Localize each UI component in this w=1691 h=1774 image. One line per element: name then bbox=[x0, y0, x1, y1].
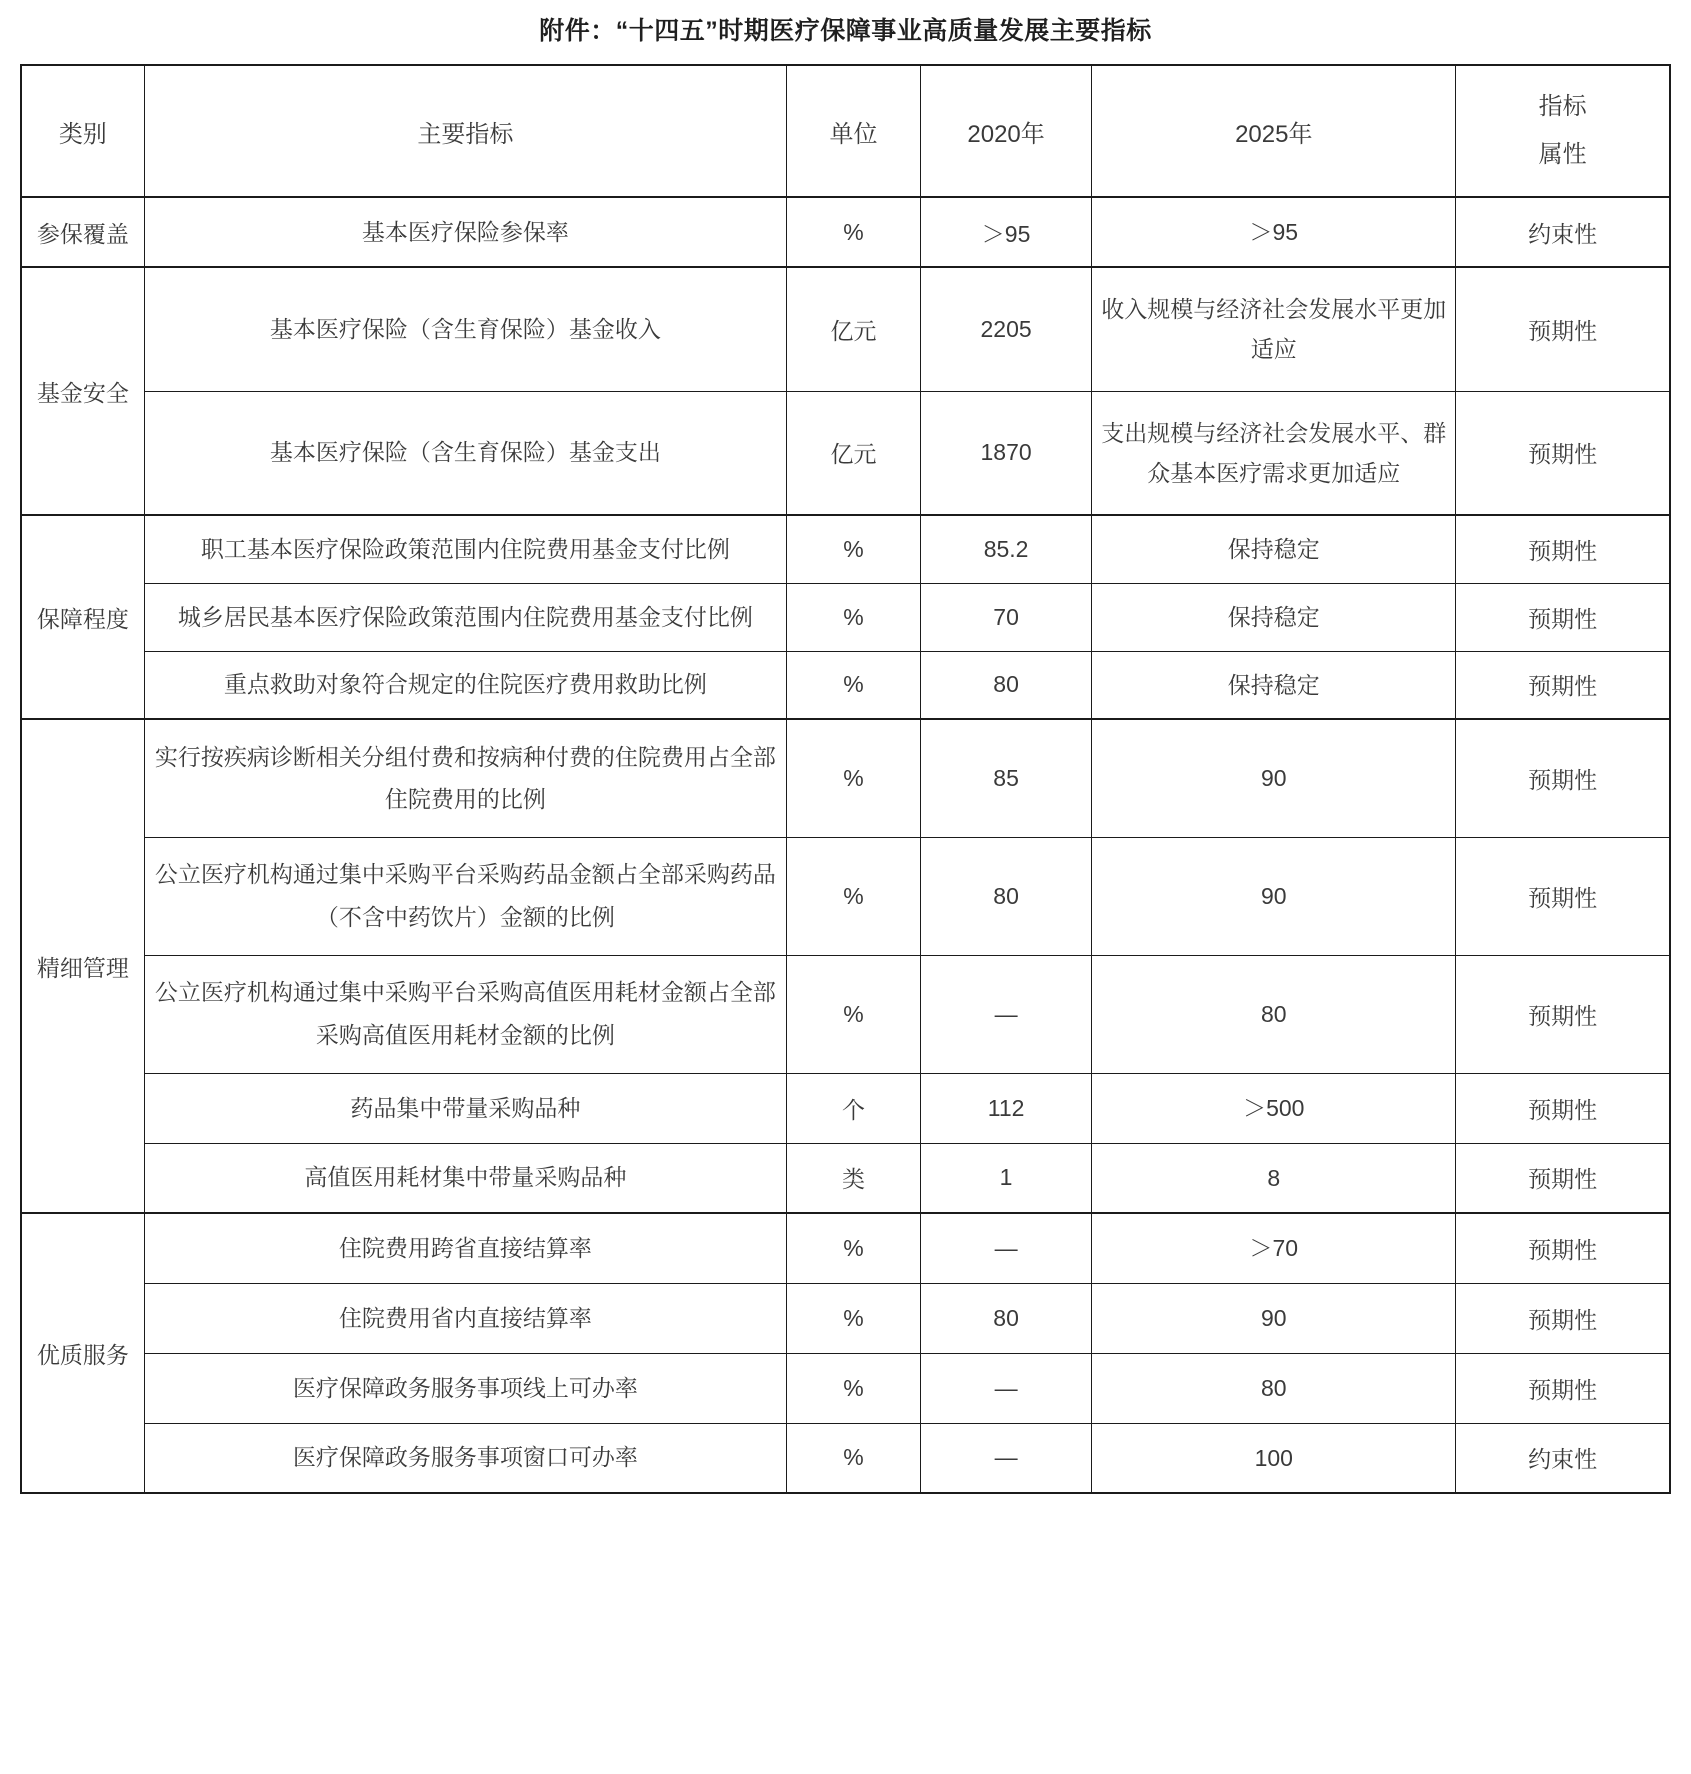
indicator-cell: 实行按疾病诊断相关分组付费和按病种付费的住院费用占全部住院费用的比例 bbox=[144, 719, 786, 837]
value-2025-cell: 90 bbox=[1092, 837, 1456, 955]
attribute-cell: 预期性 bbox=[1456, 1283, 1670, 1353]
value-2020-cell: 1 bbox=[920, 1143, 1091, 1213]
unit-cell: % bbox=[787, 651, 921, 719]
attribute-cell: 预期性 bbox=[1456, 955, 1670, 1073]
column-header-attribute bbox=[1456, 65, 1670, 197]
table-row bbox=[21, 391, 1670, 515]
indicator-cell: 基本医疗保险（含生育保险）基金支出 bbox=[144, 391, 786, 515]
attribute-cell: 预期性 bbox=[1456, 1213, 1670, 1283]
unit-cell: % bbox=[787, 197, 921, 267]
indicator-cell: 高值医用耗材集中带量采购品种 bbox=[144, 1143, 786, 1213]
value-2025-cell: 8 bbox=[1092, 1143, 1456, 1213]
indicator-cell: 住院费用省内直接结算率 bbox=[144, 1283, 786, 1353]
indicator-cell: 医疗保障政务服务事项窗口可办率 bbox=[144, 1423, 786, 1493]
value-2020-cell: 80 bbox=[920, 651, 1091, 719]
page-title: 附件：“十四五”时期医疗保障事业高质量发展主要指标 bbox=[539, 17, 1152, 45]
category-cell: 参保覆盖 bbox=[21, 197, 144, 267]
column-header-category: 类别 bbox=[21, 65, 144, 197]
table-row bbox=[21, 1143, 1670, 1213]
indicator-cell: 基本医疗保险参保率 bbox=[144, 197, 786, 267]
indicator-cell: 住院费用跨省直接结算率 bbox=[144, 1213, 786, 1283]
value-2020-cell: 112 bbox=[920, 1073, 1091, 1143]
value-2025-cell: 100 bbox=[1092, 1423, 1456, 1493]
indicator-cell: 基本医疗保险（含生育保险）基金收入 bbox=[144, 267, 786, 391]
unit-cell: % bbox=[787, 1423, 921, 1493]
table-row bbox=[21, 1213, 1670, 1283]
value-2020-cell: 1870 bbox=[920, 391, 1091, 515]
value-2025-cell: ＞95 bbox=[1092, 197, 1456, 267]
value-2020-cell: 70 bbox=[920, 583, 1091, 651]
indicator-cell: 重点救助对象符合规定的住院医疗费用救助比例 bbox=[144, 651, 786, 719]
column-header-indicator: 主要指标 bbox=[144, 65, 786, 197]
table-header-row bbox=[21, 65, 1670, 197]
attribute-cell: 预期性 bbox=[1456, 1353, 1670, 1423]
value-2020-cell: — bbox=[920, 1423, 1091, 1493]
indicator-cell: 药品集中带量采购品种 bbox=[144, 1073, 786, 1143]
table-row bbox=[21, 1283, 1670, 1353]
indicator-cell: 城乡居民基本医疗保险政策范围内住院费用基金支付比例 bbox=[144, 583, 786, 651]
attribute-cell: 预期性 bbox=[1456, 1073, 1670, 1143]
indicator-cell: 职工基本医疗保险政策范围内住院费用基金支付比例 bbox=[144, 515, 786, 583]
unit-cell: 类 bbox=[787, 1143, 921, 1213]
column-header-unit: 单位 bbox=[787, 65, 921, 197]
value-2025-cell: 80 bbox=[1092, 1353, 1456, 1423]
value-2025-cell: 收入规模与经济社会发展水平更加适应 bbox=[1092, 267, 1456, 391]
table-row bbox=[21, 197, 1670, 267]
unit-cell: % bbox=[787, 1213, 921, 1283]
table-row bbox=[21, 1353, 1670, 1423]
indicators-table bbox=[20, 64, 1671, 1494]
unit-cell: % bbox=[787, 1283, 921, 1353]
value-2020-cell: ＞95 bbox=[920, 197, 1091, 267]
indicator-cell: 公立医疗机构通过集中采购平台采购高值医用耗材金额占全部采购高值医用耗材金额的比例 bbox=[144, 955, 786, 1073]
unit-cell: % bbox=[787, 837, 921, 955]
attribute-cell: 预期性 bbox=[1456, 391, 1670, 515]
value-2025-cell: 90 bbox=[1092, 1283, 1456, 1353]
table-row bbox=[21, 1423, 1670, 1493]
unit-cell: 个 bbox=[787, 1073, 921, 1143]
column-header-year-2020: 2020年 bbox=[920, 65, 1091, 197]
value-2025-cell: ＞500 bbox=[1092, 1073, 1456, 1143]
attribute-cell: 预期性 bbox=[1456, 267, 1670, 391]
category-cell: 优质服务 bbox=[21, 1213, 144, 1493]
value-2020-cell: 80 bbox=[920, 837, 1091, 955]
value-2025-cell: 支出规模与经济社会发展水平、群众基本医疗需求更加适应 bbox=[1092, 391, 1456, 515]
unit-cell: % bbox=[787, 515, 921, 583]
value-2020-cell: 80 bbox=[920, 1283, 1091, 1353]
attribute-cell: 预期性 bbox=[1456, 719, 1670, 837]
table-row bbox=[21, 719, 1670, 837]
value-2025-cell: ＞70 bbox=[1092, 1213, 1456, 1283]
attribute-cell: 约束性 bbox=[1456, 197, 1670, 267]
value-2020-cell: — bbox=[920, 1213, 1091, 1283]
unit-cell: % bbox=[787, 583, 921, 651]
value-2025-cell: 保持稳定 bbox=[1092, 515, 1456, 583]
table-row bbox=[21, 837, 1670, 955]
table-row bbox=[21, 583, 1670, 651]
indicator-cell: 医疗保障政务服务事项线上可办率 bbox=[144, 1353, 786, 1423]
attribute-cell: 预期性 bbox=[1456, 1143, 1670, 1213]
table-row bbox=[21, 651, 1670, 719]
value-2020-cell: 2205 bbox=[920, 267, 1091, 391]
attribute-cell: 预期性 bbox=[1456, 837, 1670, 955]
category-cell: 精细管理 bbox=[21, 719, 144, 1213]
attribute-cell: 约束性 bbox=[1456, 1423, 1670, 1493]
table-row bbox=[21, 267, 1670, 391]
category-cell: 基金安全 bbox=[21, 267, 144, 515]
column-header-attribute-line2: 属性 bbox=[1538, 141, 1587, 168]
table-row bbox=[21, 515, 1670, 583]
value-2020-cell: 85 bbox=[920, 719, 1091, 837]
table-row bbox=[21, 955, 1670, 1073]
value-2025-cell: 80 bbox=[1092, 955, 1456, 1073]
attribute-cell: 预期性 bbox=[1456, 651, 1670, 719]
unit-cell: % bbox=[787, 955, 921, 1073]
value-2020-cell: 85.2 bbox=[920, 515, 1091, 583]
value-2025-cell: 90 bbox=[1092, 719, 1456, 837]
value-2025-cell: 保持稳定 bbox=[1092, 651, 1456, 719]
column-header-attribute-line1: 指标 bbox=[1538, 93, 1587, 120]
indicator-cell: 公立医疗机构通过集中采购平台采购药品金额占全部采购药品（不含中药饮片）金额的比例 bbox=[144, 837, 786, 955]
unit-cell: % bbox=[787, 719, 921, 837]
table-row bbox=[21, 1073, 1670, 1143]
attribute-cell: 预期性 bbox=[1456, 583, 1670, 651]
column-header-year-2025: 2025年 bbox=[1092, 65, 1456, 197]
value-2025-cell: 保持稳定 bbox=[1092, 583, 1456, 651]
category-cell: 保障程度 bbox=[21, 515, 144, 719]
unit-cell: 亿元 bbox=[787, 267, 921, 391]
value-2020-cell: — bbox=[920, 1353, 1091, 1423]
unit-cell: % bbox=[787, 1353, 921, 1423]
value-2020-cell: — bbox=[920, 955, 1091, 1073]
attribute-cell: 预期性 bbox=[1456, 515, 1670, 583]
unit-cell: 亿元 bbox=[787, 391, 921, 515]
